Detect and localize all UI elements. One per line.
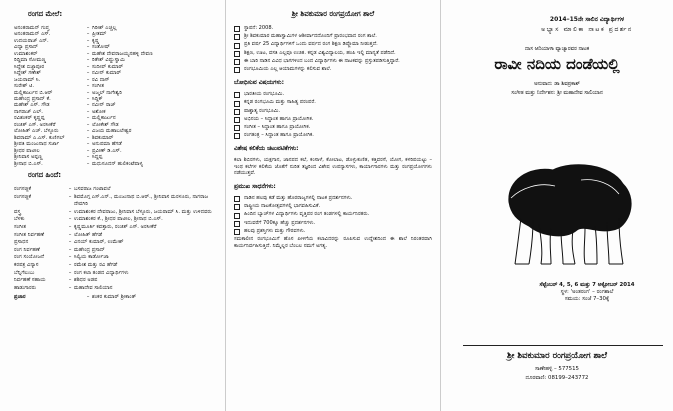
credit-role: ನಿರ್ವಹಣೆ ಸಹಾಯ [14,277,46,284]
bullet-text: ಅಭಿನಯ – ಸಿದ್ಧಾಂತ ಹಾಗೂ ಪ್ರಾಯೋಗಿಕ. [244,115,314,122]
bullet-item [234,203,432,210]
credit-role: ಮಲ್ಲಿಕಾರ್ಜುನ ಬಿ.ಆರ್ [14,89,53,96]
checkbox-square-icon [234,101,240,107]
bullet-text: ಈ ಬಾರಿ ನಾಡಿನ ವಿವಿಧ ಭಾಗಗಳಿಂದ ಬಂದ ವಿದ್ಯಾರ್ಥಿಗಳು ಈ ನಾಟಕವನ್ನು ಪ್ರಸ್ತುತಪಡಿಸುತ್ತಿದ್ದಾರೆ. [244,57,400,64]
credit-name: ಪ್ರೀತಮ್ [92,31,107,38]
checkbox-square-icon [234,43,240,49]
activities-heading: ವಿಶೇಷ ಕಲಿಕೆಯ ಚಟುವಟಿಕೆಗಳು: [234,145,299,153]
credit-name: ರಮೇಶ ಮತ್ತು ರವಿ ಹೆಗಡೆ [74,261,118,268]
dash: – [86,160,90,167]
checkbox-square-icon [234,117,240,123]
credit-role: ರಂಗ ನಿರ್ವಹಣೆ [14,246,40,253]
dash: – [86,141,90,148]
credit-name: ಲೋಹಿತ್ ಹೆಗಡೆ [74,231,103,238]
checkbox-square-icon [234,196,240,202]
credit-role: ಪ್ರಸಾಧನ [14,239,29,246]
dash: – [68,216,72,223]
show-dates: ಸೆಪ್ಟೆಂಬರ್ 4, 5, 6 ಮತ್ತು 7 ಅಕ್ಟೋಬರ್ 2014 [539,282,635,288]
credit-role: ರಂಗಸಜ್ಜಿಕೆ [14,193,31,200]
dash: – [68,231,72,238]
bullet-item [234,58,432,65]
dash: – [86,37,90,44]
credit-name: ಪ್ರವೀಣ್ ಡಿ.ಎಸ್. [92,147,122,154]
bullet-item [234,41,432,48]
credit-row [14,161,219,167]
credit-role: ರಂಗ ಸಂಯೋಜನೆ [14,254,45,261]
credit-name: ಸಿದ್ದಪ್ಪ [92,154,103,161]
facts-list [234,25,432,73]
footer-phone: ದೂರವಾಣಿ: 08199–243772 [525,375,589,381]
credit-role: ಮಹೇಂದ್ರ ಪ್ರಸಾದ್ ಕೆ. [14,95,51,102]
dash: – [68,277,72,284]
dash: – [86,102,90,109]
dash: – [68,239,72,246]
bullet-item [234,108,432,115]
credit-role: ಶ್ರೀನಾಥ ಬಿ.ಎಸ್. [14,160,43,167]
tech-heading: ರಂಗದ ಹಿಂದೆ: [28,170,62,179]
bullet-text: ಸಂಗೀತ – ಸಿದ್ಧಾಂತ ಹಾಗೂ ಪ್ರಾಯೋಗಿಕ. [244,123,311,130]
publicity-name: ಶಂಕರ ಕುಮಾರ್ ಶ್ರೀಕಾಂತ್ [92,294,137,301]
bullet-item [234,66,432,73]
credit-name: ಮಹಾದೇವ ಸಾಲಿಯಾನ [74,284,113,291]
show-time: ಸಮಯ: ಸಂಜೆ 7–30ಕ್ಕೆ [564,296,610,302]
credit-name: ಸಂತೋಷ್ [92,44,111,51]
credit-role: ಶಿವರಾಮ್ ಎ.ಎಸ್. ಕುಣಿಗಲ್ [14,134,65,141]
dash: – [86,70,90,77]
subjects-heading: ಬೋಧಿಸುವ ವಿಷಯಗಳು: [234,79,284,87]
credit-role: ಹಾಡುಗಾರರು [14,284,37,291]
bullet-item [234,91,432,98]
credit-name: ಅಜ್ಮಲ್ ನಾಗೇಶ್ವರಿ [92,89,123,96]
credit-name: ಉಮಾಶಂಕರ ಕೆ., ಶ್ರೀಧರ ಪಾಟೀಲ, ಶ್ರೀನಾಥ ಬಿ.ಎಸ್. [74,216,163,223]
credit-role: ಬೆಳಕು [14,216,25,223]
dash: – [86,25,90,31]
dash: – [68,284,72,291]
dash: – [68,261,72,268]
credit-name: ಸಂಗೀತ [92,83,105,90]
director-line: ಸಂಗೀತ ಮತ್ತು ನಿರ್ದೇಶನ: ಶ್ರೀ ಮಹಾದೇವ ಸಾಲಿಯಾನ [511,90,603,96]
dash: – [86,121,90,128]
bullet-item [234,124,432,131]
dash: – [68,254,72,261]
closing-paragraph: ಸಮಕಾಲೀನ ರಂಗಭೂಮಿಗೆ ಹೊಸ ಪೀಳಿಗೆಯ ಕಲಾವಿದರನ್ನು ರೂಪಿಸುವ ಉದ್ದೇಶದಿಂದ ಈ ಶಾಲೆ ನಿರಂತರವಾಗಿ ಕಾರ್ಯನಿರ್ವಹಿಸುತ್ತಿದೆ. ನಿಮ್ಮೆಲ್ಲರ ಬೆಂಬಲ ನಮಗೆ ಅಗತ್ಯ. [234,235,432,249]
credit-name: ಲೋಕೇಶ್ ಗೌಡ [92,121,119,128]
dash: – [86,76,90,83]
credit-name: ಶಶಿಧರ ಅಡಪ [74,277,98,284]
checkbox-square-icon [234,67,240,73]
checkbox-square-icon [234,125,240,131]
achievements-list [234,195,432,235]
bullet-text: ರಾಷ್ಟ್ರೀಯ ನಾಟಕೋತ್ಸವಗಳಲ್ಲಿ ಭಾಗವಹಿಸುವಿಕೆ. [244,203,321,210]
credit-name: ಮಹೇಂದ್ರ ಪ್ರಸಾದ್ [74,246,105,253]
credit-name: ಸುದೀಪ್ ಕುಮಾರ್ [92,63,124,70]
checkbox-square-icon [234,109,240,115]
credit-name: ವಿನಯ್ ಕುಮಾರ್, ಉಮೇಶ್ [74,239,124,246]
credit-row [14,270,219,278]
checkbox-square-icon [234,204,240,210]
credit-row [14,194,219,209]
bullet-item [234,211,432,218]
bullet-item [234,50,432,57]
credit-role: ಕರಪತ್ರ ವಿನ್ಯಾಸ [14,261,39,268]
credit-role: ಅನಂತರಾಮನ್ ಗುಪ್ತ [14,25,50,31]
credit-role: ಜಯರಾಮ್ ಸಿ. [14,76,41,83]
credit-role: ಸಿದ್ದೇಶ್ ಗಣೇಶ್ [14,70,42,77]
credit-row [14,216,219,224]
dash: – [86,154,90,161]
dash: – [86,57,90,64]
checkbox-square-icon [234,59,240,65]
dash: – [68,223,72,230]
batch-line: 2014–15ನೇ ಸಾಲಿನ ವಿದ್ಯಾರ್ಥಿಗಳ [549,16,625,23]
credit-name: ಮಧುಸೂದನ್ ಹುಲಿಕಂಟೆಪಾಳ್ಯ [92,160,144,167]
credits-panel [0,0,226,411]
publicity-role: ಪ್ರಚಾರ [14,294,26,301]
credit-role: ಸಿದ್ದೇಶ ಬಿಜ್ಜಾಪೂರ [14,63,45,70]
tech-list [14,186,219,292]
group-illustration [481,158,641,266]
credit-name: ವಿಜಯ ಮಹಾಬಲೇಶ್ವರ [92,128,132,135]
credit-name: ಸಿಲ್ವಿಯ ಕಾರ್ಡೋಜಾ [74,254,109,261]
cast-list [14,25,219,167]
bullet-item [234,99,432,106]
dash: – [86,89,90,96]
credit-name: ಗಿರೀಶ್ ಎಚ್ಚಲ್ಲ [92,25,117,31]
checkbox-square-icon [234,229,240,235]
dash: – [86,63,90,70]
dash: – [68,208,72,215]
credit-row [14,254,219,262]
bullet-text: ರಂಗತಂತ್ರ – ಸಿದ್ಧಾಂತ ಹಾಗೂ ಪ್ರಾಯೋಗಿಕ. [244,132,314,139]
bullet-text: ರಂಗಭೂಮಿಯ ಎಲ್ಲ ಆಯಾಮಗಳನ್ನು ಕಲಿಸುವ ಶಾಲೆ. [244,65,332,72]
credit-role: ಮಹೇಶ್ ಎಸ್. ಗೌಡ [14,102,50,109]
bullet-text: ಇದುವರೆಗೆ 700ಕ್ಕೂ ಹೆಚ್ಚು ಪ್ರದರ್ಶನಗಳು. [244,219,316,226]
credit-row [14,209,219,217]
dash: – [68,193,72,200]
credit-row [14,247,219,255]
credit-role: ರಂಜಿತ್ ಎಸ್. ಅರಸೀಕೆರೆ [14,121,56,128]
credit-role: ವಿದ್ಯಾ ಪ್ರಸಾದ್ [14,44,39,51]
show-details [507,282,667,303]
playwright-line: ದಾಸ ಆದಿಯಾಳಾ ವ್ಯಾಚ್ಯಾರವರ ನಾಟಕ [524,46,590,52]
bullet-item [234,220,432,227]
achievements-heading: ಪ್ರಮುಖ ಸಾಧನೆಗಳು: [234,183,276,191]
dash: – [68,269,72,276]
dash: – [86,134,90,141]
footer-divider [463,345,663,346]
bullet-text: ಶಿಕ್ಷಣ, ಊಟ, ವಸತಿ ಎಲ್ಲವೂ ಉಚಿತ. ಕನ್ನಡ ವಿಶ್ವವಿದ್ಯಾಲಯ, ಹಂಪಿ ಇಲ್ಲಿ ಮಾನ್ಯತೆ ಪಡೆದಿದೆ. [244,49,396,56]
credit-name: ಮಲ್ಲಿಕಾರ್ಜುನ [92,115,116,122]
checkbox-square-icon [234,26,240,32]
credit-name: ಶಿವಕುಮಾರ್ [92,134,114,141]
credit-name: ರಿತೇಶ್ ವಿಷ್ಣುಸ್ವಾಮಿ [92,57,126,64]
checkbox-square-icon [234,133,240,139]
credit-row [14,186,219,194]
credit-role: ರವಿಶಂಕರ್ ಕೃಷ್ಣಪ್ಪ [14,115,45,122]
credit-row [14,232,219,240]
dash: – [86,95,90,102]
credit-role: ವಸ್ತ್ರ [14,208,21,215]
credit-row [14,277,219,285]
bullet-text: ಕನ್ನಡ ರಂಗಭೂಮಿ ಮತ್ತು ಸಾಹಿತ್ಯ ಪರಂಪರೆ. [244,99,316,106]
bullet-item [234,25,432,32]
credit-row [14,285,219,293]
credit-name: ರಂಗ ಕಲಾ ತಂಡದ ವಿದ್ಯಾರ್ಥಿಗಳು [74,269,129,276]
dash: – [86,115,90,122]
credit-role: ಲೋಹಿತ್ ಎಚ್. ಬೆಳ್ಳೂರು [14,128,59,135]
bullet-text: ಹಿಂದಿನ ಬ್ಯಾಚ್‌ಗಳ ವಿದ್ಯಾರ್ಥಿಗಳು ವೃತ್ತಿಪರ ರಂಗ ತಂಡಗಳಲ್ಲಿ ಕಾರ್ಯನಿರತರು. [244,211,370,218]
credit-row [14,262,219,270]
school-heading: ಶ್ರೀ ಶಿವಕುಮಾರ ರಂಗಪ್ರಯೋಗ ಶಾಲೆ [291,10,375,18]
credit-name: ನವೀನ್ ರಾಜ್ [92,102,116,109]
credit-name: ಕೃಷ್ಣಮೂರ್ತಿ ಕವತ್ತಾರು, ರಂಜಿತ್ ಎಸ್. ಅರಸೀಕೆರೆ [74,223,157,230]
credit-name: ನವೀನ್ ಕುಮಾರ್ [92,70,122,77]
credit-name: ಸಿದ್ದಿಕ್ [92,95,103,102]
checkbox-square-icon [234,221,240,227]
credit-role: ಸಂಗೀತ ನಿರ್ವಹಣೆ [14,231,45,238]
bullet-text: ಪ್ರತಿ ವರ್ಷ 25 ವಿದ್ಯಾರ್ಥಿಗಳಿಗೆ ಒಂದು ವರ್ಷದ ರಂಗ ಶಿಕ್ಷಣ ಡಿಪ್ಲೊಮಾ ನೀಡುತ್ತದೆ. [244,41,378,48]
checkbox-square-icon [234,92,240,98]
credit-role: ಶ್ರೀಪತಿ ಮಂಜುನಾಥ ಸರ್ಜಾ [14,141,60,148]
dash: – [68,246,72,253]
credit-name: ಅಶೋಕ [92,108,106,115]
credit-row [14,239,219,247]
credit-name: ಅನುಪಮಾ ಹೆಗಡೆ [92,141,122,148]
dash: – [68,185,72,192]
dash: – [86,83,90,90]
dash: – [86,128,90,135]
credit-role: ಬೆನ್ನಿಗೆಲುಬು [14,269,35,276]
bullet-text: ಹಲವು ಪ್ರಶಸ್ತಿಗಳು ಮತ್ತು ಗೌರವಗಳು. [244,227,306,234]
credit-role: ಸಂಗೀತ [14,223,27,230]
credit-row [14,224,219,232]
bullet-text: ನಾಡಿನ ಹಲವು ಕಡೆ ಮತ್ತು ಹೊರರಾಜ್ಯಗಳಲ್ಲಿ ನಾಟಕ ಪ್ರದರ್ಶನಗಳು. [244,195,353,202]
bullet-text: ಶ್ರೀ ಶಿವಕುಮಾರ ಮಹಾಸ್ವಾಮಿಗಳ ಆಶೀರ್ವಾದದೊಂದಿಗೆ ಪ್ರಾರಂಭವಾದ ರಂಗ ಶಾಲೆ. [244,33,377,40]
subjects-list [234,91,432,139]
bullet-text: ಭಾರತೀಯ ರಂಗಭೂಮಿ. [244,91,285,98]
dash: – [86,147,90,154]
credit-role: ರಂಗಸಜ್ಜಿಕೆ [14,185,31,192]
bullet-text: ಸ್ಥಾಪನೆ: 2008. [244,25,274,31]
credit-role: ನಾಗರಾಜ್ ಎಲ್. [14,108,43,115]
credit-name: ಉಮಾಶಂಕರ ದೇವರಾಜು, ಶ್ರೀನಿವಾಸ ಬೆಳ್ಳೂರು, ಜಯರಾಮ್ ಸಿ. ಮತ್ತು ಉಳಿದವರು [74,208,212,215]
credit-name: ಕೃಷ್ಣ [92,37,100,44]
credit-name: ಬಸವರಾಜ ಗಂಟಾವಲೆ [74,185,111,192]
checkbox-square-icon [234,213,240,219]
checkbox-square-icon [234,34,240,40]
publicity-row: ಪ್ರಚಾರ – ಶಂಕರ ಕುಮಾರ್ ಶ್ರೀಕಾಂತ್ [14,294,219,301]
bullet-item [234,228,432,235]
bullet-text: ಪಾಶ್ಚಾತ್ಯ ರಂಗಭೂಮಿ. [244,107,281,114]
credit-role: ಉದಯರಾಜ್ ಎನ್. [14,37,49,44]
footer-address: ಸಾಣೇಹಳ್ಳಿ – 577515 [535,366,579,372]
credit-role: ಸುರೇಶ್ ಟಿ. [14,83,35,90]
show-venue: ಸ್ಥಳ: 'ಅಂತರಂಗ' – ರಂಗಶಾಲೆ [560,289,614,295]
performance-line: ಅಭ್ಯಾಸ ಮಾಲಿಕಾ ನಾಟಕ ಪ್ರದರ್ಶನ [541,26,633,33]
dash: – [86,50,90,57]
checkbox-square-icon [234,51,240,57]
translator-line: ಅನುವಾದ: ಡಾ ಶಿವಪ್ರಕಾಶ್ [533,81,580,87]
dash: – [86,44,90,51]
dash: – [86,108,90,115]
credit-name: ಮಹೇಶ ದೇವರಾಜಯ್ಯನಹಳ್ಳಿ ದೇವಣ [92,50,153,57]
activities-paragraph: ಕಲಾ ಶಿಬಿರಗಳು, ಯಕ್ಷಗಾನ, ಜಾನಪದ ಕಲೆ, ಕಂಸಾಳೆ, ಕೋಲಾಟ, ಡೊಳ್ಳುಕುಣಿತ, ಕತ್ತಿವರಸೆ, ಯೋಗ, ಕಳರಿಪಯಟ್ಟು – ಇಂಥ ಕಲೆಗಳ ಕಲಿಕೆಯ ಜೊತೆಗೆ ನುರಿತ ತಜ್ಞರಿಂದ ವಿಶೇಷ ಉಪನ್ಯಾಸಗಳು, ಕಾರ್ಯಾಗಾರಗಳು ಮತ್ತು ರಂಗಪ್ರಯೋಗಗಳು ನಡೆಯುತ್ತವೆ. [234,157,432,177]
credit-role: ಉಮಾಶಂಕರ್ [14,50,38,57]
school-panel [226,0,441,411]
footer-title: ಶ್ರೀ ಶಿವಕುಮಾರ ರಂಗಪ್ರಯೋಗ ಶಾಲೆ [506,351,608,361]
play-title: ರಾವೀ ನದಿಯ ದಂಡೆಯಲ್ಲಿ [494,55,620,73]
dash: – [86,31,90,38]
credit-role: ರಿದ್ಧಿಮಾ ಸೋಮಣ್ಣ [14,57,47,64]
bullet-item [234,195,432,202]
bullet-item [234,132,432,139]
cover-panel [441,0,673,411]
credit-name: ಶಿವಮೊಗ್ಗ ಎಸ್.ಎನ್., ಮಂಜುನಾಥ ಬಿ.ಆರ್., ಶ್ರೀನಿವಾಸ ಮರಳೂರು, ನಾಗರಾಜ ದೇವಗಿರಿ [74,193,209,208]
credit-role: ಅನಂತರಾಮನ್ ಎಸ್. [14,31,51,38]
cast-heading: ರಂಗದ ಮೇಲೆ: [28,10,63,18]
bullet-item [234,33,432,40]
credit-role: ಶ್ರೀನಿವಾಸ ಅಪ್ಪಣ್ಣ [14,154,43,161]
bullet-item [234,116,432,123]
credit-role: ಶ್ರೀಧರ ಪಾಟೀಲ [14,147,40,154]
credit-name: ರವಿ ದಾಸ್ [92,76,110,83]
